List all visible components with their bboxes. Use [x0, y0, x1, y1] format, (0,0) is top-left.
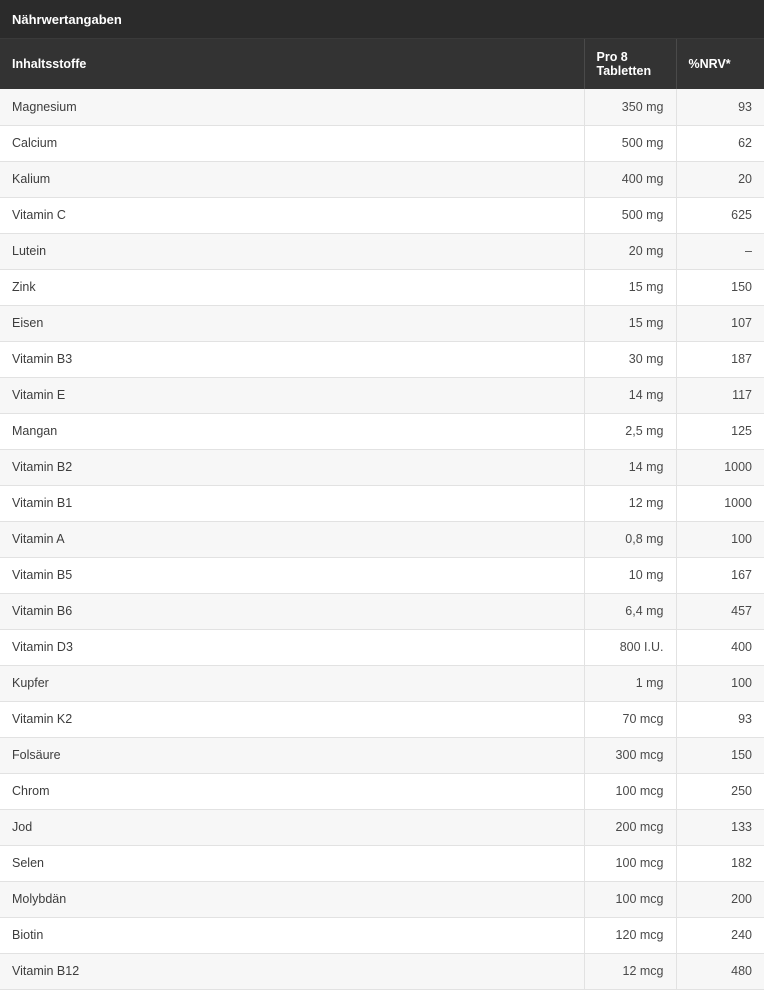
cell-nrv: 62 [676, 125, 764, 161]
table-row [0, 449, 764, 485]
cell-amount: 120 mcg [584, 917, 676, 953]
cell-nrv: 1000 [676, 485, 764, 521]
cell-nrv: 400 [676, 629, 764, 665]
table-row [0, 737, 764, 773]
cell-amount: 20 mg [584, 233, 676, 269]
cell-ingredient: Vitamin B6 [0, 593, 584, 629]
cell-ingredient: Folsäure [0, 737, 584, 773]
cell-ingredient: Kalium [0, 161, 584, 197]
cell-amount: 15 mg [584, 269, 676, 305]
cell-ingredient: Zink [0, 269, 584, 305]
table-row [0, 881, 764, 917]
cell-ingredient: Biotin [0, 917, 584, 953]
cell-nrv: 100 [676, 521, 764, 557]
table-row [0, 593, 764, 629]
cell-ingredient: Vitamin E [0, 377, 584, 413]
cell-ingredient: Eisen [0, 305, 584, 341]
cell-amount: 400 mg [584, 161, 676, 197]
cell-ingredient: Vitamin B3 [0, 341, 584, 377]
cell-ingredient: Molybdän [0, 881, 584, 917]
table-row [0, 701, 764, 737]
column-header-amount [584, 39, 676, 89]
cell-amount: 800 I.U. [584, 629, 676, 665]
table-row [0, 125, 764, 161]
table-row [0, 773, 764, 809]
cell-nrv: 1000 [676, 449, 764, 485]
cell-nrv: 100 [676, 665, 764, 701]
cell-nrv: 93 [676, 89, 764, 125]
cell-ingredient: Calcium [0, 125, 584, 161]
cell-amount: 6,4 mg [584, 593, 676, 629]
table-body [0, 89, 764, 989]
cell-nrv: 150 [676, 269, 764, 305]
cell-nrv: 457 [676, 593, 764, 629]
table-row [0, 377, 764, 413]
cell-ingredient: Vitamin B2 [0, 449, 584, 485]
cell-ingredient: Vitamin D3 [0, 629, 584, 665]
cell-amount: 10 mg [584, 557, 676, 593]
cell-nrv: 240 [676, 917, 764, 953]
column-header-amount-line1: Pro 8 [596, 50, 628, 64]
cell-ingredient: Kupfer [0, 665, 584, 701]
cell-nrv: 150 [676, 737, 764, 773]
cell-nrv: – [676, 233, 764, 269]
table-row [0, 665, 764, 701]
table-row [0, 917, 764, 953]
cell-nrv: 93 [676, 701, 764, 737]
table-row [0, 557, 764, 593]
table-header-row [0, 39, 764, 89]
cell-ingredient: Vitamin A [0, 521, 584, 557]
cell-amount: 2,5 mg [584, 413, 676, 449]
cell-amount: 100 mcg [584, 881, 676, 917]
table-row [0, 341, 764, 377]
column-header-amount-line2: Tabletten [596, 64, 652, 78]
table-header [0, 39, 764, 89]
cell-ingredient: Lutein [0, 233, 584, 269]
cell-nrv: 20 [676, 161, 764, 197]
table-row [0, 845, 764, 881]
cell-amount: 14 mg [584, 449, 676, 485]
cell-nrv: 480 [676, 953, 764, 989]
cell-ingredient: Vitamin B5 [0, 557, 584, 593]
cell-amount: 14 mg [584, 377, 676, 413]
cell-amount: 500 mg [584, 197, 676, 233]
cell-nrv: 187 [676, 341, 764, 377]
cell-amount: 70 mcg [584, 701, 676, 737]
cell-ingredient: Chrom [0, 773, 584, 809]
table-row [0, 953, 764, 989]
table-row [0, 197, 764, 233]
table-row [0, 629, 764, 665]
cell-amount: 200 mcg [584, 809, 676, 845]
table-row [0, 305, 764, 341]
cell-amount: 12 mg [584, 485, 676, 521]
cell-amount: 0,8 mg [584, 521, 676, 557]
cell-nrv: 625 [676, 197, 764, 233]
cell-nrv: 167 [676, 557, 764, 593]
table-row [0, 161, 764, 197]
cell-ingredient: Vitamin C [0, 197, 584, 233]
column-header-ingredient: Inhaltsstoffe [0, 39, 584, 89]
cell-ingredient: Vitamin B1 [0, 485, 584, 521]
column-header-nrv: %NRV* [676, 39, 764, 89]
cell-amount: 100 mcg [584, 845, 676, 881]
cell-nrv: 200 [676, 881, 764, 917]
cell-ingredient: Selen [0, 845, 584, 881]
cell-nrv: 133 [676, 809, 764, 845]
cell-ingredient: Mangan [0, 413, 584, 449]
table-row [0, 809, 764, 845]
cell-amount: 500 mg [584, 125, 676, 161]
table-row [0, 269, 764, 305]
panel-title: Nährwertangaben [0, 0, 764, 39]
cell-ingredient: Magnesium [0, 89, 584, 125]
cell-nrv: 125 [676, 413, 764, 449]
cell-amount: 300 mcg [584, 737, 676, 773]
cell-ingredient: Vitamin B12 [0, 953, 584, 989]
cell-amount: 12 mcg [584, 953, 676, 989]
nutrition-table [0, 39, 764, 990]
cell-nrv: 117 [676, 377, 764, 413]
table-row [0, 413, 764, 449]
cell-amount: 100 mcg [584, 773, 676, 809]
cell-amount: 15 mg [584, 305, 676, 341]
cell-amount: 1 mg [584, 665, 676, 701]
table-row [0, 233, 764, 269]
cell-ingredient: Jod [0, 809, 584, 845]
table-row [0, 485, 764, 521]
cell-nrv: 182 [676, 845, 764, 881]
cell-nrv: 250 [676, 773, 764, 809]
cell-nrv: 107 [676, 305, 764, 341]
cell-ingredient: Vitamin K2 [0, 701, 584, 737]
table-row [0, 89, 764, 125]
cell-amount: 30 mg [584, 341, 676, 377]
cell-amount: 350 mg [584, 89, 676, 125]
table-row [0, 521, 764, 557]
